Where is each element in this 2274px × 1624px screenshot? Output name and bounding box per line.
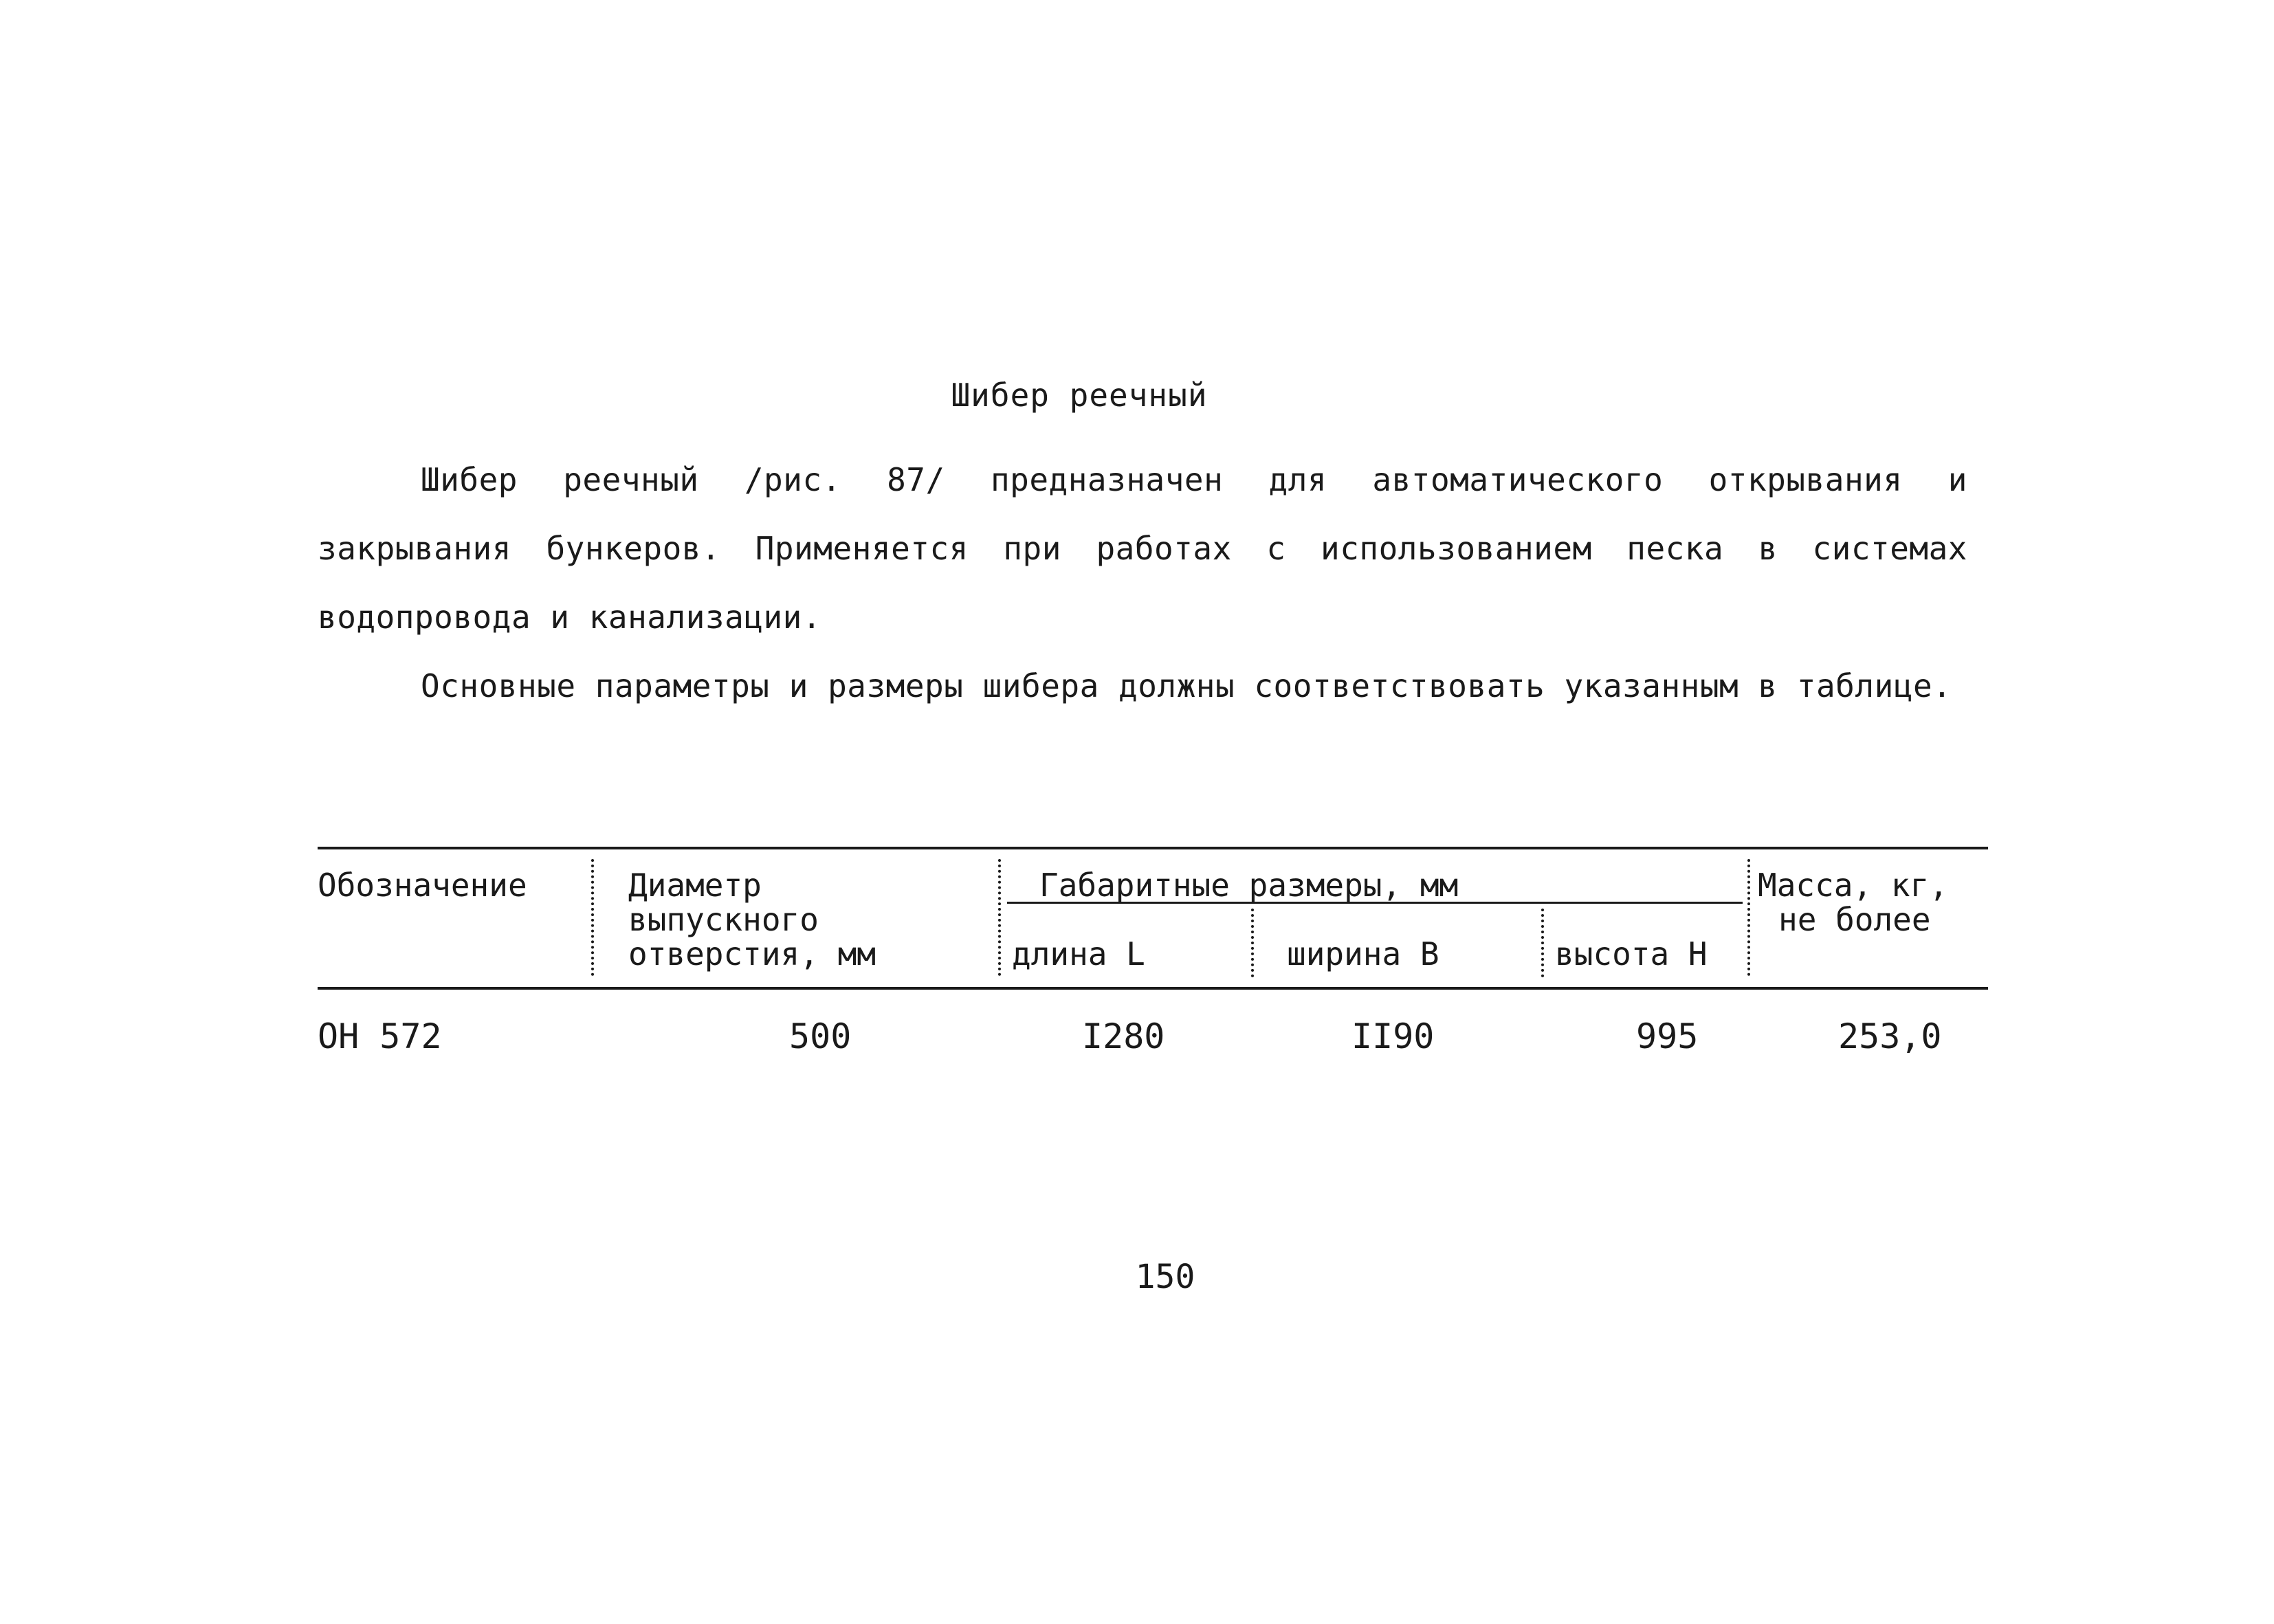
paragraph-parameters: Основные параметры и размеры шибера должны соответствовать указанным в таблице. [421,667,1952,704]
header-diameter-line3: отверстия, мм [628,935,876,972]
column-separator [998,859,1001,976]
header-diameter-line1: Диаметр [628,867,762,904]
cell-diameter: 500 [789,1016,852,1056]
page-number: 150 [1135,1258,1195,1296]
cell-width: II90 [1351,1016,1435,1056]
table-header-rule [318,987,1988,990]
header-width: ширина B [1287,935,1439,972]
parameters-table [318,847,1988,1074]
table-top-rule [318,847,1988,849]
header-length: длина L [1012,935,1145,972]
column-separator [1251,909,1254,977]
header-diameter-line2: выпускного [628,901,819,938]
paragraph-purpose: Шибер реечный /рис. 87/ предназначен для автоматического открывания и закрывания бункеров. Применяется при работах с использованием песка в системах водопровода и канализации. [318,461,1967,636]
header-designation: Обозначение [318,867,527,904]
column-separator [1747,859,1750,976]
header-dimensions: Габаритные размеры, мм [1039,867,1459,904]
column-separator [1541,909,1544,977]
document-title: Шибер реечный [951,377,1208,414]
header-height: высота H [1555,935,1708,972]
cell-height: 995 [1636,1016,1699,1056]
header-mass-line1: Масса, кг, [1758,867,1948,904]
header-mass-line2: не более [1778,901,1931,938]
cell-mass: 253,0 [1838,1016,1942,1056]
column-separator [591,859,594,976]
cell-designation: ОН 572 [318,1016,442,1056]
cell-length: I280 [1082,1016,1165,1056]
